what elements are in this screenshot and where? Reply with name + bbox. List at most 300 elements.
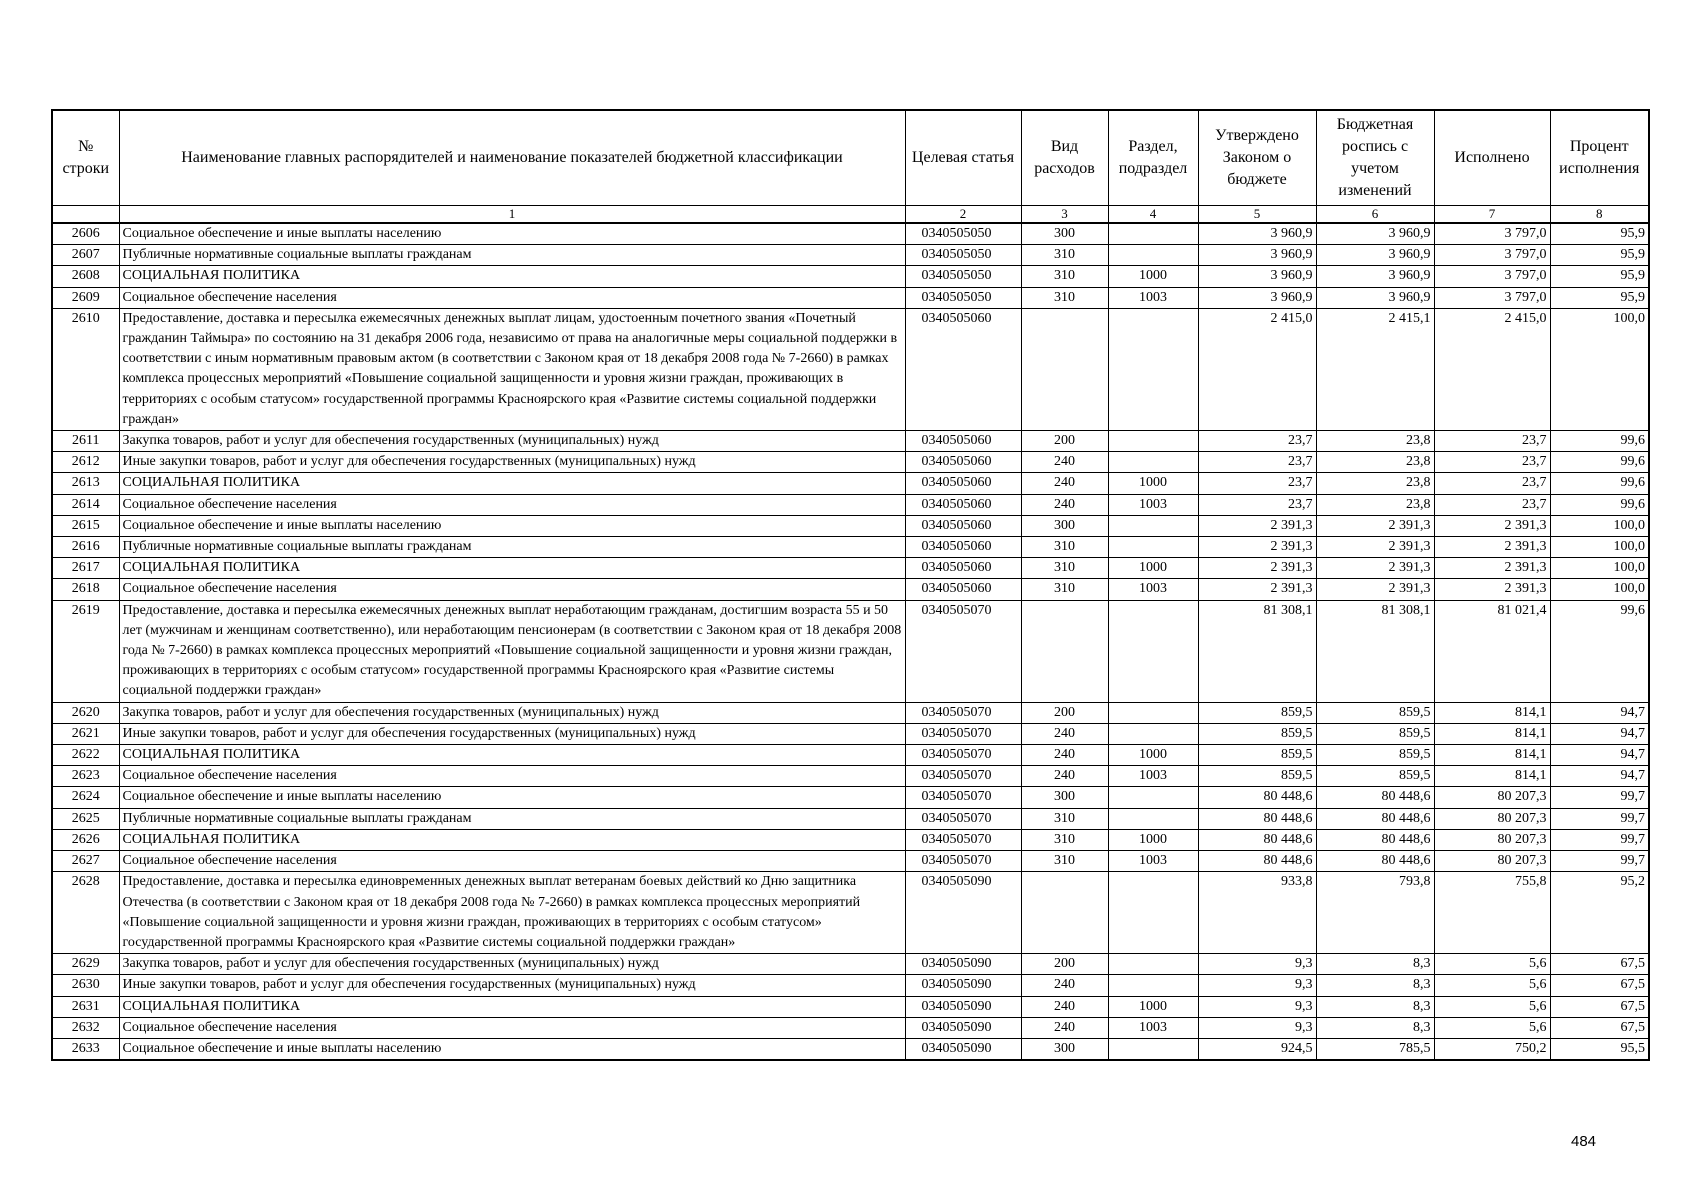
table-row (52, 452, 1649, 473)
budget-schedule-cell: 80 448,6 (1316, 787, 1434, 808)
budget-schedule-cell: 2 391,3 (1316, 537, 1434, 558)
budget-schedule-cell: 859,5 (1316, 702, 1434, 723)
row-number-cell: 2633 (52, 1038, 119, 1060)
executed-cell: 3 797,0 (1434, 287, 1550, 308)
target-article-cell: 0340505070 (905, 702, 1021, 723)
expense-type-cell: 240 (1021, 745, 1108, 766)
target-article-cell: 0340505070 (905, 766, 1021, 787)
expense-type-cell: 240 (1021, 996, 1108, 1017)
target-article-cell: 0340505070 (905, 745, 1021, 766)
approved-cell: 2 391,3 (1198, 515, 1316, 536)
approved-cell: 2 391,3 (1198, 579, 1316, 600)
budget-schedule-cell: 3 960,9 (1316, 266, 1434, 287)
budget-table (51, 109, 1650, 1061)
table-body (52, 223, 1649, 1060)
name-cell: Социальное обеспечение и иные выплаты населению (119, 223, 905, 245)
budget-schedule-cell: 8,3 (1316, 975, 1434, 996)
percent-cell: 100,0 (1550, 579, 1649, 600)
approved-cell: 859,5 (1198, 702, 1316, 723)
row-number-cell: 2631 (52, 996, 119, 1017)
executed-cell: 80 207,3 (1434, 808, 1550, 829)
percent-cell: 94,7 (1550, 766, 1649, 787)
approved-cell: 3 960,9 (1198, 223, 1316, 245)
name-cell: Предоставление, доставка и пересылка единовременных денежных выплат ветеранам боевых действий ко Дню защитника Отечества (в соответствии с Законом края от 18 декабря 2008 года № 7-2660) в рамках комплекса процессных мероприятий «Повышение социальной защищенности и уровня жизни граждан, проживающих в территориях с особым статусом» государственной программы Красноярского края «Развитие системы социальной поддержки граждан» (119, 872, 905, 954)
percent-cell: 95,9 (1550, 245, 1649, 266)
budget-schedule-cell: 81 308,1 (1316, 600, 1434, 702)
expense-type-cell: 240 (1021, 723, 1108, 744)
name-cell: Закупка товаров, работ и услуг для обеспечения государственных (муниципальных) нужд (119, 954, 905, 975)
target-article-cell: 0340505070 (905, 723, 1021, 744)
expense-type-cell: 240 (1021, 1017, 1108, 1038)
row-number-cell: 2612 (52, 452, 119, 473)
executed-cell: 23,7 (1434, 473, 1550, 494)
executed-cell: 814,1 (1434, 766, 1550, 787)
approved-cell: 859,5 (1198, 745, 1316, 766)
expense-type-cell: 310 (1021, 808, 1108, 829)
budget-schedule-cell: 3 960,9 (1316, 223, 1434, 245)
executed-cell: 5,6 (1434, 1017, 1550, 1038)
executed-cell: 5,6 (1434, 954, 1550, 975)
section-cell: 1000 (1108, 829, 1198, 850)
percent-cell: 100,0 (1550, 537, 1649, 558)
section-cell (1108, 537, 1198, 558)
executed-cell: 23,7 (1434, 494, 1550, 515)
table-row (52, 245, 1649, 266)
row-number-cell: 2630 (52, 975, 119, 996)
section-cell: 1000 (1108, 266, 1198, 287)
table-row (52, 975, 1649, 996)
section-cell (1108, 723, 1198, 744)
section-cell (1108, 515, 1198, 536)
name-cell: Публичные нормативные социальные выплаты гражданам (119, 808, 905, 829)
approved-cell: 23,7 (1198, 452, 1316, 473)
table-row (52, 723, 1649, 744)
row-number-cell: 2623 (52, 766, 119, 787)
percent-cell: 100,0 (1550, 515, 1649, 536)
row-number-cell: 2627 (52, 851, 119, 872)
percent-cell: 99,6 (1550, 494, 1649, 515)
table-row (52, 996, 1649, 1017)
row-number-cell: 2615 (52, 515, 119, 536)
row-number-cell: 2632 (52, 1017, 119, 1038)
name-cell: СОЦИАЛЬНАЯ ПОЛИТИКА (119, 473, 905, 494)
row-number-cell: 2620 (52, 702, 119, 723)
executed-cell: 814,1 (1434, 745, 1550, 766)
row-number-cell: 2616 (52, 537, 119, 558)
section-cell: 1003 (1108, 1017, 1198, 1038)
header-approved: Утверждено Законом о бюджете (1198, 110, 1316, 206)
name-cell: СОЦИАЛЬНАЯ ПОЛИТИКА (119, 996, 905, 1017)
name-cell: Социальное обеспечение и иные выплаты населению (119, 787, 905, 808)
executed-cell: 2 391,3 (1434, 515, 1550, 536)
section-cell (1108, 954, 1198, 975)
percent-cell: 67,5 (1550, 1017, 1649, 1038)
name-cell: Социальное обеспечение населения (119, 1017, 905, 1038)
expense-type-cell: 200 (1021, 431, 1108, 452)
budget-schedule-cell: 2 415,1 (1316, 308, 1434, 430)
percent-cell: 94,7 (1550, 745, 1649, 766)
approved-cell: 23,7 (1198, 494, 1316, 515)
row-number-cell: 2607 (52, 245, 119, 266)
budget-schedule-cell: 859,5 (1316, 745, 1434, 766)
name-cell: СОЦИАЛЬНАЯ ПОЛИТИКА (119, 558, 905, 579)
table-row (52, 1038, 1649, 1060)
percent-cell: 67,5 (1550, 996, 1649, 1017)
section-cell (1108, 308, 1198, 430)
approved-cell: 80 448,6 (1198, 787, 1316, 808)
name-cell: Иные закупки товаров, работ и услуг для обеспечения государственных (муниципальных) нужд (119, 723, 905, 744)
executed-cell: 2 391,3 (1434, 579, 1550, 600)
approved-cell: 3 960,9 (1198, 287, 1316, 308)
percent-cell: 95,9 (1550, 266, 1649, 287)
table-row (52, 223, 1649, 245)
percent-cell: 99,6 (1550, 473, 1649, 494)
target-article-cell: 0340505070 (905, 808, 1021, 829)
percent-cell: 67,5 (1550, 975, 1649, 996)
executed-cell: 3 797,0 (1434, 266, 1550, 287)
expense-type-cell: 300 (1021, 1038, 1108, 1060)
table-row (52, 787, 1649, 808)
table-row (52, 431, 1649, 452)
table-row (52, 266, 1649, 287)
executed-cell: 5,6 (1434, 996, 1550, 1017)
table-row (52, 851, 1649, 872)
target-article-cell: 0340505070 (905, 600, 1021, 702)
section-cell: 1003 (1108, 579, 1198, 600)
name-cell: Закупка товаров, работ и услуг для обеспечения государственных (муниципальных) нужд (119, 431, 905, 452)
budget-schedule-cell: 23,8 (1316, 452, 1434, 473)
percent-cell: 94,7 (1550, 723, 1649, 744)
budget-schedule-cell: 859,5 (1316, 766, 1434, 787)
row-number-cell: 2610 (52, 308, 119, 430)
expense-type-cell: 300 (1021, 223, 1108, 245)
section-cell (1108, 452, 1198, 473)
expense-type-cell: 200 (1021, 702, 1108, 723)
row-number-cell: 2622 (52, 745, 119, 766)
approved-cell: 2 391,3 (1198, 537, 1316, 558)
approved-cell: 9,3 (1198, 954, 1316, 975)
name-cell: СОЦИАЛЬНАЯ ПОЛИТИКА (119, 745, 905, 766)
column-number-row (52, 206, 1649, 224)
budget-schedule-cell: 793,8 (1316, 872, 1434, 954)
header-expense-type: Вид расходов (1021, 110, 1108, 206)
table-row (52, 287, 1649, 308)
row-number-cell: 2629 (52, 954, 119, 975)
section-cell (1108, 787, 1198, 808)
executed-cell: 81 021,4 (1434, 600, 1550, 702)
expense-type-cell: 240 (1021, 473, 1108, 494)
expense-type-cell: 310 (1021, 558, 1108, 579)
executed-cell: 80 207,3 (1434, 829, 1550, 850)
name-cell: Предоставление, доставка и пересылка ежемесячных денежных выплат лицам, удостоенным почетного звания «Почетный гражданин Таймыра» по состоянию на 31 декабря 2006 года, независимо от права на аналогичные меры социальной поддержки в соответствии с иным нормативным правовым актом (в соответствии с Законом края от 18 декабря 2008 года № 7-2660) в рамках комплекса процессных мероприятий «Повышение социальной защищенности и уровня жизни граждан, проживающих в территориях с особым статусом» государственной программы Красноярского края «Развитие системы социальной поддержки граждан» (119, 308, 905, 430)
section-cell (1108, 223, 1198, 245)
approved-cell: 933,8 (1198, 872, 1316, 954)
section-cell: 1003 (1108, 766, 1198, 787)
section-cell: 1000 (1108, 473, 1198, 494)
section-cell (1108, 808, 1198, 829)
header-name: Наименование главных распорядителей и наименование показателей бюджетной классификации (119, 110, 905, 206)
row-number-cell: 2611 (52, 431, 119, 452)
column-number: 7 (1434, 206, 1550, 224)
budget-schedule-cell: 859,5 (1316, 723, 1434, 744)
expense-type-cell: 240 (1021, 975, 1108, 996)
row-number-cell: 2606 (52, 223, 119, 245)
budget-schedule-cell: 8,3 (1316, 1017, 1434, 1038)
budget-schedule-cell: 3 960,9 (1316, 245, 1434, 266)
approved-cell: 80 448,6 (1198, 808, 1316, 829)
name-cell: Публичные нормативные социальные выплаты гражданам (119, 537, 905, 558)
section-cell: 1003 (1108, 851, 1198, 872)
budget-schedule-cell: 2 391,3 (1316, 515, 1434, 536)
target-article-cell: 0340505050 (905, 223, 1021, 245)
table-row (52, 515, 1649, 536)
name-cell: Социальное обеспечение и иные выплаты населению (119, 515, 905, 536)
column-number (52, 206, 119, 224)
expense-type-cell: 240 (1021, 494, 1108, 515)
row-number-cell: 2625 (52, 808, 119, 829)
header-row-number: № строки (52, 110, 119, 206)
target-article-cell: 0340505070 (905, 787, 1021, 808)
table-row (52, 766, 1649, 787)
percent-cell: 99,7 (1550, 787, 1649, 808)
table-row (52, 702, 1649, 723)
executed-cell: 814,1 (1434, 723, 1550, 744)
approved-cell: 81 308,1 (1198, 600, 1316, 702)
expense-type-cell (1021, 308, 1108, 430)
percent-cell: 67,5 (1550, 954, 1649, 975)
table-row (52, 473, 1649, 494)
approved-cell: 3 960,9 (1198, 245, 1316, 266)
percent-cell: 95,9 (1550, 223, 1649, 245)
executed-cell: 23,7 (1434, 452, 1550, 473)
budget-schedule-cell: 23,8 (1316, 494, 1434, 515)
column-number: 3 (1021, 206, 1108, 224)
percent-cell: 95,5 (1550, 1038, 1649, 1060)
section-cell: 1000 (1108, 996, 1198, 1017)
percent-cell: 99,7 (1550, 851, 1649, 872)
target-article-cell: 0340505060 (905, 494, 1021, 515)
header-target-article: Целевая статья (905, 110, 1021, 206)
table-row (52, 808, 1649, 829)
percent-cell: 99,6 (1550, 600, 1649, 702)
percent-cell: 99,6 (1550, 452, 1649, 473)
header-budget-schedule: Бюджетная роспись с учетом изменений (1316, 110, 1434, 206)
executed-cell: 3 797,0 (1434, 245, 1550, 266)
target-article-cell: 0340505090 (905, 996, 1021, 1017)
target-article-cell: 0340505060 (905, 431, 1021, 452)
expense-type-cell (1021, 600, 1108, 702)
row-number-cell: 2624 (52, 787, 119, 808)
target-article-cell: 0340505050 (905, 266, 1021, 287)
target-article-cell: 0340505060 (905, 473, 1021, 494)
approved-cell: 859,5 (1198, 766, 1316, 787)
target-article-cell: 0340505090 (905, 1017, 1021, 1038)
approved-cell: 2 391,3 (1198, 558, 1316, 579)
table-row (52, 558, 1649, 579)
percent-cell: 100,0 (1550, 558, 1649, 579)
expense-type-cell: 310 (1021, 287, 1108, 308)
executed-cell: 755,8 (1434, 872, 1550, 954)
percent-cell: 95,9 (1550, 287, 1649, 308)
table-row (52, 872, 1649, 954)
row-number-cell: 2628 (52, 872, 119, 954)
target-article-cell: 0340505090 (905, 1038, 1021, 1060)
executed-cell: 2 391,3 (1434, 537, 1550, 558)
row-number-cell: 2613 (52, 473, 119, 494)
section-cell (1108, 431, 1198, 452)
row-number-cell: 2614 (52, 494, 119, 515)
expense-type-cell: 310 (1021, 266, 1108, 287)
name-cell: Предоставление, доставка и пересылка ежемесячных денежных выплат неработающим гражданам, достигшим возраста 55 и 50 лет (мужчинам и женщинам соответственно), или неработающим пенсионерам (в соответствии с Законом края от 18 декабря 2008 года № 7-2660) в рамках комплекса процессных мероприятий «Повышение социальной защищенности и уровня жизни граждан, проживающих в территориях с особым статусом» государственной программы Красноярского края «Развитие системы социальной поддержки граждан» (119, 600, 905, 702)
expense-type-cell (1021, 872, 1108, 954)
budget-schedule-cell: 2 391,3 (1316, 579, 1434, 600)
approved-cell: 9,3 (1198, 1017, 1316, 1038)
header-percent: Процент исполнения (1550, 110, 1649, 206)
header-executed: Исполнено (1434, 110, 1550, 206)
percent-cell: 99,7 (1550, 829, 1649, 850)
section-cell (1108, 245, 1198, 266)
name-cell: СОЦИАЛЬНАЯ ПОЛИТИКА (119, 266, 905, 287)
expense-type-cell: 300 (1021, 787, 1108, 808)
approved-cell: 9,3 (1198, 975, 1316, 996)
expense-type-cell: 310 (1021, 245, 1108, 266)
section-cell (1108, 1038, 1198, 1060)
approved-cell: 80 448,6 (1198, 829, 1316, 850)
column-number: 1 (119, 206, 905, 224)
target-article-cell: 0340505060 (905, 515, 1021, 536)
expense-type-cell: 310 (1021, 579, 1108, 600)
column-number: 5 (1198, 206, 1316, 224)
target-article-cell: 0340505050 (905, 287, 1021, 308)
target-article-cell: 0340505060 (905, 537, 1021, 558)
executed-cell: 2 415,0 (1434, 308, 1550, 430)
page-number: 484 (1571, 1133, 1597, 1150)
budget-schedule-cell: 80 448,6 (1316, 808, 1434, 829)
target-article-cell: 0340505060 (905, 452, 1021, 473)
approved-cell: 2 415,0 (1198, 308, 1316, 430)
row-number-cell: 2617 (52, 558, 119, 579)
section-cell: 1000 (1108, 745, 1198, 766)
approved-cell: 9,3 (1198, 996, 1316, 1017)
percent-cell: 99,7 (1550, 808, 1649, 829)
table-row (52, 600, 1649, 702)
budget-schedule-cell: 785,5 (1316, 1038, 1434, 1060)
section-cell (1108, 872, 1198, 954)
budget-schedule-cell: 3 960,9 (1316, 287, 1434, 308)
column-number: 8 (1550, 206, 1649, 224)
executed-cell: 750,2 (1434, 1038, 1550, 1060)
budget-schedule-cell: 8,3 (1316, 996, 1434, 1017)
target-article-cell: 0340505070 (905, 851, 1021, 872)
row-number-cell: 2619 (52, 600, 119, 702)
percent-cell: 94,7 (1550, 702, 1649, 723)
approved-cell: 924,5 (1198, 1038, 1316, 1060)
budget-schedule-cell: 2 391,3 (1316, 558, 1434, 579)
row-number-cell: 2621 (52, 723, 119, 744)
table-row (52, 829, 1649, 850)
expense-type-cell: 310 (1021, 829, 1108, 850)
budget-schedule-cell: 80 448,6 (1316, 851, 1434, 872)
executed-cell: 80 207,3 (1434, 851, 1550, 872)
row-number-cell: 2609 (52, 287, 119, 308)
section-cell (1108, 975, 1198, 996)
name-cell: Публичные нормативные социальные выплаты гражданам (119, 245, 905, 266)
column-number: 6 (1316, 206, 1434, 224)
name-cell: Социальное обеспечение населения (119, 494, 905, 515)
executed-cell: 3 797,0 (1434, 223, 1550, 245)
name-cell: Социальное обеспечение населения (119, 287, 905, 308)
table-row (52, 494, 1649, 515)
header-section: Раздел, подраздел (1108, 110, 1198, 206)
name-cell: Социальное обеспечение населения (119, 579, 905, 600)
name-cell: Иные закупки товаров, работ и услуг для обеспечения государственных (муниципальных) нужд (119, 452, 905, 473)
header-row (52, 110, 1649, 206)
section-cell: 1003 (1108, 494, 1198, 515)
approved-cell: 23,7 (1198, 431, 1316, 452)
table-row (52, 954, 1649, 975)
section-cell: 1000 (1108, 558, 1198, 579)
table-row (52, 308, 1649, 430)
table-row (52, 1017, 1649, 1038)
target-article-cell: 0340505060 (905, 579, 1021, 600)
approved-cell: 23,7 (1198, 473, 1316, 494)
target-article-cell: 0340505060 (905, 308, 1021, 430)
expense-type-cell: 300 (1021, 515, 1108, 536)
target-article-cell: 0340505090 (905, 975, 1021, 996)
column-number: 4 (1108, 206, 1198, 224)
approved-cell: 80 448,6 (1198, 851, 1316, 872)
percent-cell: 95,2 (1550, 872, 1649, 954)
target-article-cell: 0340505090 (905, 872, 1021, 954)
target-article-cell: 0340505060 (905, 558, 1021, 579)
name-cell: Закупка товаров, работ и услуг для обеспечения государственных (муниципальных) нужд (119, 702, 905, 723)
budget-schedule-cell: 23,8 (1316, 431, 1434, 452)
section-cell (1108, 600, 1198, 702)
executed-cell: 23,7 (1434, 431, 1550, 452)
percent-cell: 100,0 (1550, 308, 1649, 430)
name-cell: Иные закупки товаров, работ и услуг для обеспечения государственных (муниципальных) нужд (119, 975, 905, 996)
budget-schedule-cell: 8,3 (1316, 954, 1434, 975)
expense-type-cell: 240 (1021, 452, 1108, 473)
executed-cell: 80 207,3 (1434, 787, 1550, 808)
budget-schedule-cell: 80 448,6 (1316, 829, 1434, 850)
approved-cell: 859,5 (1198, 723, 1316, 744)
name-cell: Социальное обеспечение населения (119, 851, 905, 872)
table-row (52, 745, 1649, 766)
expense-type-cell: 240 (1021, 766, 1108, 787)
row-number-cell: 2626 (52, 829, 119, 850)
row-number-cell: 2608 (52, 266, 119, 287)
section-cell (1108, 702, 1198, 723)
row-number-cell: 2618 (52, 579, 119, 600)
budget-schedule-cell: 23,8 (1316, 473, 1434, 494)
section-cell: 1003 (1108, 287, 1198, 308)
executed-cell: 2 391,3 (1434, 558, 1550, 579)
name-cell: Социальное обеспечение и иные выплаты населению (119, 1038, 905, 1060)
target-article-cell: 0340505090 (905, 954, 1021, 975)
expense-type-cell: 310 (1021, 537, 1108, 558)
executed-cell: 814,1 (1434, 702, 1550, 723)
name-cell: СОЦИАЛЬНАЯ ПОЛИТИКА (119, 829, 905, 850)
name-cell: Социальное обеспечение населения (119, 766, 905, 787)
column-number: 2 (905, 206, 1021, 224)
table-row (52, 537, 1649, 558)
table-row (52, 579, 1649, 600)
target-article-cell: 0340505070 (905, 829, 1021, 850)
expense-type-cell: 310 (1021, 851, 1108, 872)
target-article-cell: 0340505050 (905, 245, 1021, 266)
percent-cell: 99,6 (1550, 431, 1649, 452)
